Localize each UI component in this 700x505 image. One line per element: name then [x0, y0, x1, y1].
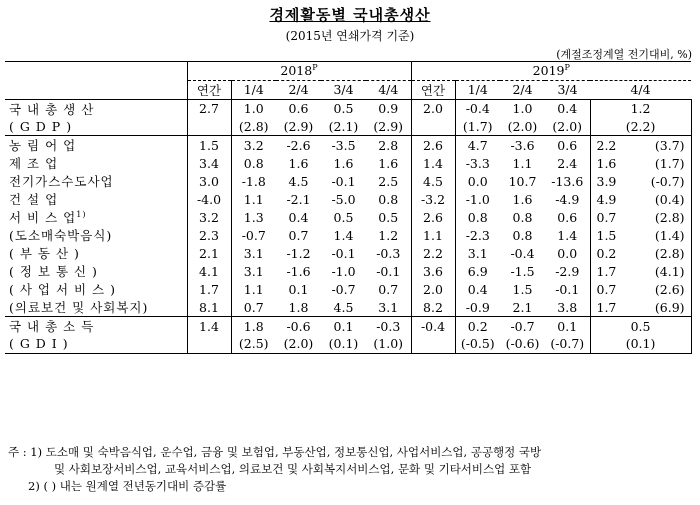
table-cell: 3.6	[411, 262, 455, 280]
table-cell: 8.1	[187, 298, 231, 317]
table-cell: 0.2	[455, 317, 500, 336]
table-cell: 1.1	[231, 280, 276, 298]
q4-2019-cell	[590, 118, 691, 136]
table-cell: 1.6	[333, 155, 354, 171]
table-cell: -0.3	[376, 245, 401, 261]
table-cell: -1.6	[286, 263, 311, 279]
q4-2019-cell	[590, 172, 691, 190]
q4-2019-cell	[590, 226, 691, 244]
table-cell: 1.2	[378, 227, 399, 243]
table-cell: 0.1	[545, 317, 590, 336]
table-cell: 0.5	[333, 101, 354, 116]
row-label: 국 내 총 소 득	[5, 317, 187, 336]
row-label-text: 서 비 스 업	[9, 210, 77, 225]
table-row	[5, 208, 691, 226]
row-label: ( 사 업 서 비 스 )	[9, 282, 116, 297]
q4-2019-cell	[590, 280, 691, 298]
table-cell: 2.1	[512, 299, 533, 315]
table-cell: (0.1)	[321, 335, 366, 353]
footnote-2: 2) ( ) 내는 원계열 전년동기대비 증감률	[28, 479, 227, 493]
q-header: 2/4	[276, 80, 321, 99]
table-cell: -0.7	[500, 317, 545, 336]
table-cell: 1.4	[187, 317, 231, 336]
table-cell: -1.2	[286, 245, 311, 261]
row-label: (의료보건 및 사회복지)	[9, 300, 149, 315]
table-row	[5, 99, 691, 118]
table-cell: 3.4	[187, 154, 231, 172]
table-cell: -4.0	[187, 190, 231, 208]
q4-yoy-value: (1.4)	[654, 227, 685, 243]
table-cell: 4.1	[187, 262, 231, 280]
table-row	[5, 280, 691, 298]
q4-2019-cell	[590, 208, 691, 226]
table-cell: -3.3	[455, 154, 500, 172]
q-header: 3/4	[321, 80, 366, 99]
header-quarters	[5, 80, 691, 99]
q4-value: 1.7	[596, 299, 617, 315]
table-cell: 1.8	[231, 317, 276, 336]
table-cell: -4.9	[555, 191, 580, 207]
row-label: 제 조 업	[9, 156, 59, 171]
unit-label: (계절조정계열 전기대비, %)	[556, 48, 692, 61]
table-cell: 3.1	[231, 262, 276, 280]
table-cell: -2.9	[555, 263, 580, 279]
table-cell: 2.1	[187, 244, 231, 262]
q4-yoy-value: (2.8)	[654, 245, 685, 261]
table-cell: (2.9)	[373, 118, 404, 134]
q4-2019-cell	[590, 99, 691, 118]
table-cell: 1.6	[288, 155, 309, 171]
table-cell: 3.1	[378, 299, 399, 315]
table-cell: 3.2	[187, 208, 231, 226]
q4-value: (0.1)	[625, 336, 656, 352]
table-cell: 10.7	[508, 173, 537, 189]
table-row	[5, 262, 691, 280]
q-header: 1/4	[455, 80, 500, 99]
table-cell: -1.0	[331, 263, 356, 279]
table-cell: -0.1	[331, 245, 356, 261]
table-cell: 3.0	[187, 172, 231, 190]
table-title: 경제활동별 국내총생산	[269, 6, 431, 24]
table-cell: 0.7	[231, 298, 276, 317]
table-cell: 3.8	[557, 299, 578, 315]
q4-yoy-value: (3.7)	[654, 137, 685, 153]
table-cell: (2.1)	[328, 118, 359, 134]
table-cell: 0.4	[557, 101, 578, 116]
table-cell: 0.6	[288, 101, 309, 116]
q4-value: 0.5	[630, 318, 651, 334]
table-cell: 1.6	[378, 155, 399, 171]
row-label	[5, 208, 187, 226]
table-row	[5, 136, 691, 155]
table-cell: -0.1	[376, 263, 401, 279]
table-cell	[187, 335, 231, 353]
table-row	[5, 190, 691, 208]
table-row	[5, 118, 691, 136]
row-label: 건 설 업	[9, 192, 59, 207]
q4-2019-cell	[590, 136, 691, 155]
q4-yoy-value: (6.9)	[654, 299, 685, 315]
table-cell: -0.7	[331, 281, 356, 297]
table-cell: 1.1	[231, 190, 276, 208]
table-cell: 1.0	[231, 99, 276, 118]
table-cell: 0.1	[288, 281, 309, 297]
table-subtitle: (2015년 연쇄가격 기준)	[285, 29, 415, 43]
q4-value: 0.7	[596, 209, 617, 225]
table-cell: -1.8	[231, 172, 276, 190]
table-cell: 0.8	[455, 208, 500, 226]
q4-yoy-value: (2.8)	[654, 209, 685, 225]
q4-value: 4.9	[596, 191, 617, 207]
table-cell: 0.8	[512, 209, 533, 225]
table-cell: -0.4	[411, 317, 455, 336]
q4-2019-cell	[590, 262, 691, 280]
table-cell: 1.1	[411, 226, 455, 244]
q-header: 4/4	[366, 80, 411, 99]
footnotes	[8, 444, 698, 495]
table-cell: (2.5)	[231, 335, 276, 353]
table-cell: 0.8	[378, 191, 399, 207]
table-cell: -13.6	[551, 173, 584, 189]
table-row	[5, 226, 691, 244]
table-cell: 2.0	[411, 280, 455, 298]
q4-2019-cell	[590, 317, 691, 336]
row-label: ( 정 보 통 신 )	[9, 264, 98, 279]
table-cell: 0.0	[455, 172, 500, 190]
table-cell: 1.0	[512, 101, 533, 116]
table-cell: 2.5	[378, 173, 399, 189]
table-cell: -3.6	[500, 136, 545, 155]
table-row	[5, 172, 691, 190]
table-cell: 3.1	[455, 244, 500, 262]
table-cell: 1.8	[288, 299, 309, 315]
table-cell: -0.9	[455, 298, 500, 317]
row-label: (도소매숙박음식)	[9, 228, 113, 243]
row-label: ( 부 동 산 )	[9, 246, 80, 261]
table-cell: 1.7	[187, 280, 231, 298]
gdp-table	[5, 61, 692, 354]
table-cell	[411, 335, 455, 353]
table-cell: 0.4	[288, 209, 309, 225]
footnote-1a: 주 : 1) 도소매 및 숙박음식업, 운수업, 금융 및 보험업, 부동산업, 정보통신업, 사업서비스업, 공공행정 국방	[8, 445, 542, 459]
table-cell: 0.6	[545, 136, 590, 155]
row-label: 농 림 어 업	[5, 136, 187, 155]
row-label: 국 내 총 생 산	[9, 101, 95, 117]
q4-2019-cell	[590, 154, 691, 172]
table-cell: 2.6	[411, 136, 455, 155]
q4-value: 3.9	[596, 173, 617, 189]
table-cell: 0.1	[321, 317, 366, 336]
table-cell: 0.6	[557, 209, 578, 225]
q4-2019-cell	[590, 335, 691, 353]
table-row	[5, 298, 691, 317]
q4-value: 1.6	[596, 155, 617, 171]
table-cell: (2.0)	[552, 118, 583, 134]
table-cell: -0.3	[366, 317, 411, 336]
q4-2019-cell	[590, 190, 691, 208]
table-cell: (-0.6)	[500, 335, 545, 353]
row-label: 전기가스수도사업	[9, 174, 114, 189]
annual-2019-header: 연간	[411, 80, 455, 99]
table-cell: 1.4	[411, 154, 455, 172]
q4-yoy-value: (4.1)	[654, 263, 685, 279]
footnote-marker: 1)	[76, 209, 87, 219]
table-cell: 8.2	[411, 298, 455, 317]
table-cell: 0.5	[333, 209, 354, 225]
table-cell: 2.0	[411, 99, 455, 118]
table-cell: 0.7	[378, 281, 399, 297]
table-cell: 1.4	[557, 227, 578, 243]
table-cell: -3.5	[321, 136, 366, 155]
table-cell: (2.8)	[231, 118, 276, 136]
table-cell: -0.4	[455, 99, 500, 118]
table-cell: -0.1	[331, 173, 356, 189]
table-cell: 0.9	[378, 101, 399, 116]
q4-2019-cell	[590, 244, 691, 262]
table-cell: -2.1	[286, 191, 311, 207]
table-cell	[187, 118, 231, 136]
table-cell: 0.4	[455, 280, 500, 298]
table-cell: 0.8	[512, 227, 533, 243]
table-cell: (2.0)	[507, 118, 538, 134]
table-cell: 2.8	[366, 136, 411, 155]
table-cell: (-0.7)	[545, 335, 590, 353]
table-cell: 4.5	[288, 173, 309, 189]
table-cell: 2.4	[557, 155, 578, 171]
q-header: 2/4	[500, 80, 545, 99]
table-cell: 1.1	[512, 155, 533, 171]
table-cell: 1.4	[333, 227, 354, 243]
year-2018-header: $2018^P$	[187, 62, 411, 81]
q4-yoy-value: (0.4)	[654, 191, 685, 207]
row-label: ( G D I )	[5, 335, 187, 353]
table-row	[5, 317, 691, 336]
table-cell: -5.0	[331, 191, 356, 207]
table-row	[5, 244, 691, 262]
header-years	[5, 62, 691, 81]
q-header: 1/4	[231, 80, 276, 99]
table-row	[5, 154, 691, 172]
table-cell: (-0.5)	[455, 335, 500, 353]
q-header: 3/4	[545, 80, 590, 99]
q4-value: 1.7	[596, 263, 617, 279]
table-cell: -2.6	[276, 136, 321, 155]
q4-value: 2.2	[596, 137, 617, 153]
table-cell: 2.3	[187, 226, 231, 244]
table-cell: 4.7	[455, 136, 500, 155]
q4-yoy-value: (2.6)	[654, 281, 685, 297]
q4-value: (2.2)	[625, 118, 656, 134]
table-cell: 0.5	[378, 209, 399, 225]
row-label: ( G D P )	[9, 118, 73, 134]
table-cell: -0.4	[510, 245, 535, 261]
table-cell: 0.7	[288, 227, 309, 243]
footnote-1b: 및 사회보장서비스업, 교육서비스업, 의료보건 및 사회복지서비스업, 문화 및 기타서비스업 포함	[54, 462, 532, 476]
table-cell: 2.7	[187, 99, 231, 118]
table-cell: 0.8	[231, 154, 276, 172]
q-header: 4/4	[590, 80, 691, 99]
table-cell	[411, 118, 455, 136]
table-cell: (1.0)	[366, 335, 411, 353]
table-cell: 2.6	[411, 208, 455, 226]
q4-value: 1.5	[596, 227, 617, 243]
table-cell: (2.9)	[283, 118, 314, 134]
table-cell: -0.7	[231, 226, 276, 244]
table-row	[5, 335, 691, 353]
table-cell: 3.2	[231, 136, 276, 155]
annual-2018-header: 연간	[187, 80, 231, 99]
table-cell: 1.3	[231, 208, 276, 226]
q4-2019-cell	[590, 298, 691, 317]
q4-yoy-value: (-0.7)	[650, 173, 685, 189]
q4-value: 0.7	[596, 281, 617, 297]
table-cell: 2.2	[411, 244, 455, 262]
table-cell: 4.5	[333, 299, 354, 315]
q4-yoy-value: (1.7)	[654, 155, 685, 171]
table-cell: (1.7)	[455, 118, 500, 136]
table-cell: 3.1	[231, 244, 276, 262]
table-cell: (2.0)	[276, 335, 321, 353]
table-cell: 1.6	[512, 191, 533, 207]
table-cell: -2.3	[455, 226, 500, 244]
table-cell: -0.6	[276, 317, 321, 336]
table-cell: 1.5	[187, 136, 231, 155]
table-cell: 4.5	[411, 172, 455, 190]
year-2019-header: $2019^P$	[411, 62, 691, 81]
table-cell: 1.5	[512, 281, 533, 297]
table-cell: 0.0	[557, 245, 578, 261]
table-cell: -1.5	[510, 263, 535, 279]
table-cell: 6.9	[455, 262, 500, 280]
q4-value: 0.2	[596, 245, 617, 261]
table-cell: -3.2	[411, 190, 455, 208]
q4-value: 1.2	[630, 101, 651, 116]
table-cell: -1.0	[455, 190, 500, 208]
table-cell: -0.1	[555, 281, 580, 297]
